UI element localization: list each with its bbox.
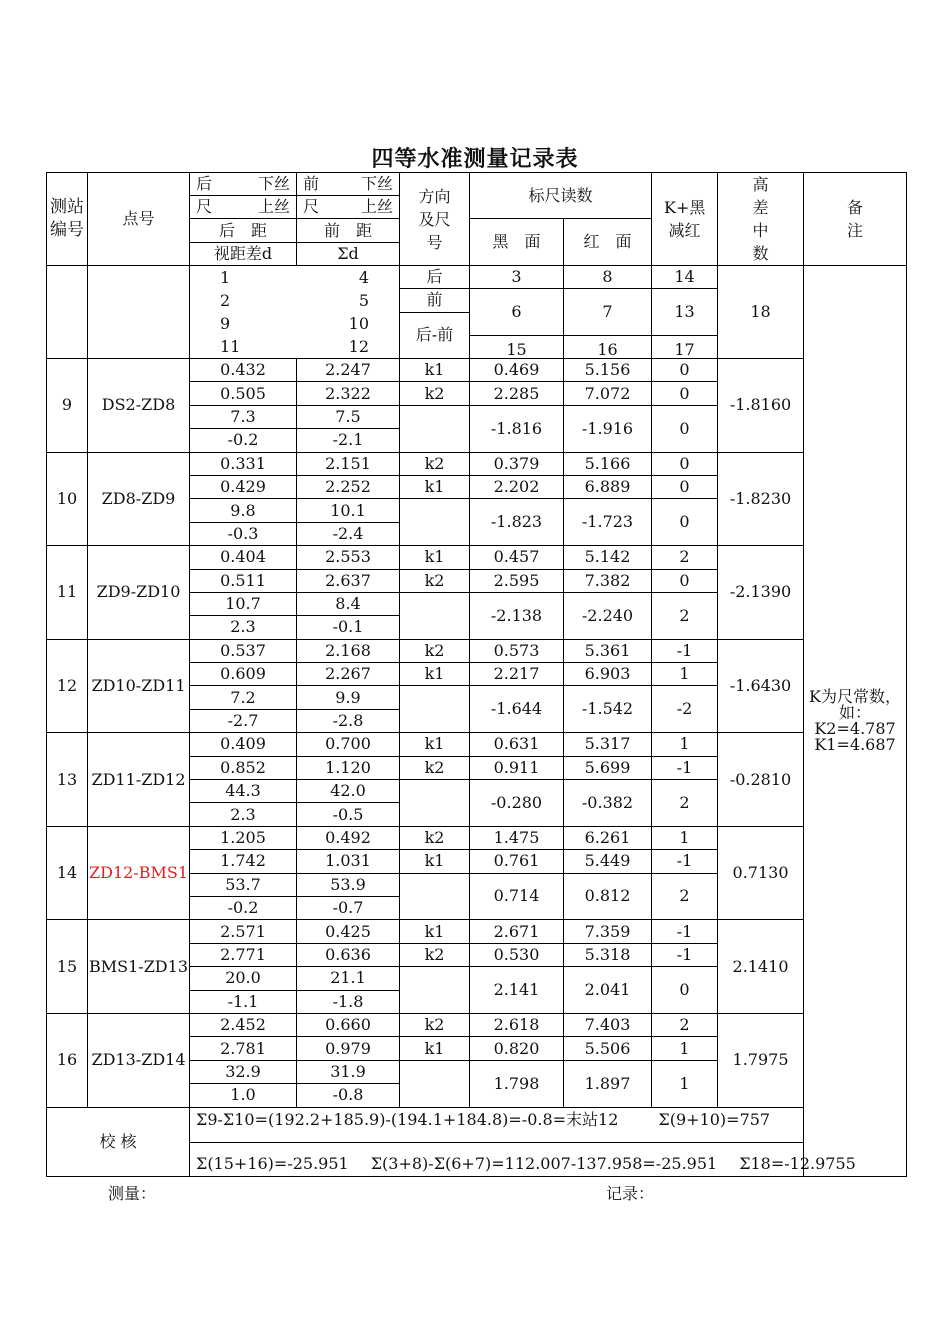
footer-record: 记录：: [606, 1184, 655, 1203]
height-diff-mean: 2.1410: [718, 920, 804, 1014]
legend-4: 4: [358, 268, 369, 287]
k-diff-check: 0: [652, 499, 718, 546]
legend-7: 7: [564, 289, 652, 336]
sum-sight-diff: -0.7: [297, 896, 400, 919]
point-name-highlighted: ZD12-BMS1: [88, 826, 190, 920]
direction-k: k2: [400, 569, 470, 592]
header-front-top: 上丝: [360, 197, 393, 216]
height-diff-mean: -2.1390: [718, 546, 804, 640]
k-diff-check: -2: [652, 686, 718, 733]
station-row: [47, 733, 907, 756]
direction-k: k1: [400, 546, 470, 569]
black-reading: 1.475: [470, 826, 564, 849]
front-distance: 10.1: [297, 499, 400, 522]
station-row: [47, 452, 907, 475]
back-distance: 10.7: [190, 592, 297, 615]
front-top-wire: 2.252: [297, 475, 400, 498]
direction-k: k1: [400, 850, 470, 873]
front-top-wire: 2.322: [297, 382, 400, 405]
back-distance: 53.7: [190, 873, 297, 896]
direction-k: k2: [400, 1013, 470, 1036]
header-height-diff: 高差中数: [718, 173, 804, 266]
sight-diff: 2.3: [190, 803, 297, 826]
red-height-diff: 1.897: [564, 1060, 652, 1107]
header-front-qian: 前: [303, 174, 320, 193]
k-check: 0: [652, 359, 718, 382]
red-reading: 6.889: [564, 475, 652, 498]
direction-empty: [400, 967, 470, 1014]
black-reading: 0.761: [470, 850, 564, 873]
header-sight-diff: 视距差d: [190, 243, 297, 266]
k-diff-check: 0: [652, 405, 718, 452]
station-no: 9: [47, 359, 88, 453]
header-direction: 方向及尺号: [400, 173, 470, 266]
direction-empty: [400, 499, 470, 546]
direction-k: k2: [400, 639, 470, 662]
k-check: 0: [652, 569, 718, 592]
black-reading: 0.530: [470, 943, 564, 966]
leveling-record-table: [46, 172, 907, 1177]
red-reading: 7.072: [564, 382, 652, 405]
legend-13: 13: [652, 289, 718, 336]
remarks-note: K为尺常数，如：K2=4.787 K1=4.687: [804, 266, 907, 1177]
point-name: ZD8-ZD9: [88, 452, 190, 546]
station-no: 15: [47, 920, 88, 1014]
k-check: 0: [652, 452, 718, 475]
black-reading: 0.469: [470, 359, 564, 382]
legend-17: 17: [652, 336, 718, 359]
front-distance: 9.9: [297, 686, 400, 709]
back-bottom-wire: 0.409: [190, 733, 297, 756]
black-reading: 0.820: [470, 1037, 564, 1060]
front-top-wire: 0.979: [297, 1037, 400, 1060]
direction-k: k1: [400, 920, 470, 943]
sum-sight-diff: -2.8: [297, 709, 400, 732]
front-bottom-wire: 2.553: [297, 546, 400, 569]
back-top-wire: 0.505: [190, 382, 297, 405]
legend-18: 18: [718, 266, 804, 359]
check-line1-b: Σ(9+10)=757: [658, 1109, 771, 1129]
back-bottom-wire: 0.404: [190, 546, 297, 569]
header-black: 黑 面: [470, 219, 564, 266]
direction-empty: [400, 1060, 470, 1107]
legend-5: 5: [358, 291, 369, 310]
black-reading: 2.202: [470, 475, 564, 498]
red-height-diff: 0.812: [564, 873, 652, 920]
k-check: 2: [652, 546, 718, 569]
footer-measure: 测量：: [108, 1184, 157, 1203]
front-bottom-wire: 2.168: [297, 639, 400, 662]
legend-2: 2: [220, 291, 231, 310]
direction-k: k1: [400, 475, 470, 498]
header-sum-d: Σd: [297, 243, 400, 266]
front-bottom-wire: 2.247: [297, 359, 400, 382]
header-front-chi: 尺: [303, 197, 320, 216]
legend-9: 9: [220, 314, 231, 333]
black-height-diff: 1.798: [470, 1060, 564, 1107]
sight-diff: -1.1: [190, 990, 297, 1013]
red-reading: 5.166: [564, 452, 652, 475]
front-bottom-wire: 0.492: [297, 826, 400, 849]
point-name: DS2-ZD8: [88, 359, 190, 453]
back-bottom-wire: 2.571: [190, 920, 297, 943]
black-reading: 0.573: [470, 639, 564, 662]
direction-k: k2: [400, 756, 470, 779]
legend-1: 1: [220, 268, 231, 287]
direction-k: k1: [400, 359, 470, 382]
direction-empty: [400, 405, 470, 452]
sum-sight-diff: -2.4: [297, 522, 400, 545]
height-diff-mean: -1.8230: [718, 452, 804, 546]
back-top-wire: 1.742: [190, 850, 297, 873]
direction-empty: [400, 686, 470, 733]
back-bottom-wire: 2.452: [190, 1013, 297, 1036]
red-height-diff: -1.723: [564, 499, 652, 546]
k-check: 0: [652, 475, 718, 498]
station-no: 16: [47, 1013, 88, 1107]
header-back-dist: 后 距: [190, 219, 297, 243]
check-line1-a: Σ9-Σ10=(192.2+185.9)-(194.1+184.8)=-0.8=末站12: [196, 1109, 619, 1129]
back-top-wire: 0.429: [190, 475, 297, 498]
station-row: [47, 826, 907, 849]
check-label: 校 核: [47, 1107, 190, 1176]
back-top-wire: 2.771: [190, 943, 297, 966]
black-reading: 0.911: [470, 756, 564, 779]
header-front-dist: 前 距: [297, 219, 400, 243]
direction-k: k2: [400, 826, 470, 849]
legend-6: 6: [470, 289, 564, 336]
red-reading: 5.317: [564, 733, 652, 756]
black-height-diff: 2.141: [470, 967, 564, 1014]
back-bottom-wire: 1.205: [190, 826, 297, 849]
point-name: BMS1-ZD13: [88, 920, 190, 1014]
legend-dir-diff: 后-前: [400, 312, 470, 359]
k-check: 1: [652, 826, 718, 849]
sum-sight-diff: -0.8: [297, 1084, 400, 1107]
front-top-wire: 1.120: [297, 756, 400, 779]
back-top-wire: 2.781: [190, 1037, 297, 1060]
k-check: -1: [652, 850, 718, 873]
header-point-no: 点号: [88, 173, 190, 266]
back-top-wire: 0.852: [190, 756, 297, 779]
station-row: [47, 920, 907, 943]
front-bottom-wire: 0.700: [297, 733, 400, 756]
back-bottom-wire: 0.331: [190, 452, 297, 475]
red-reading: 6.261: [564, 826, 652, 849]
red-reading: 5.449: [564, 850, 652, 873]
legend-8: 8: [564, 266, 652, 289]
front-distance: 53.9: [297, 873, 400, 896]
point-name: ZD9-ZD10: [88, 546, 190, 640]
red-reading: 5.142: [564, 546, 652, 569]
back-distance: 32.9: [190, 1060, 297, 1083]
sum-sight-diff: -0.1: [297, 616, 400, 639]
sum-sight-diff: -2.1: [297, 429, 400, 452]
sum-sight-diff: -1.8: [297, 990, 400, 1013]
front-top-wire: 2.637: [297, 569, 400, 592]
back-top-wire: 0.511: [190, 569, 297, 592]
back-distance: 20.0: [190, 967, 297, 990]
back-top-wire: 0.609: [190, 663, 297, 686]
k-check: -1: [652, 756, 718, 779]
height-diff-mean: -1.8160: [718, 359, 804, 453]
k-check: 2: [652, 1013, 718, 1036]
k-check: 0: [652, 382, 718, 405]
header-back-hou: 后: [196, 174, 213, 193]
header-station-no: 测站编号: [47, 173, 88, 266]
k-check: -1: [652, 943, 718, 966]
k-check: 1: [652, 663, 718, 686]
legend-11: 11: [220, 337, 241, 356]
red-reading: 5.699: [564, 756, 652, 779]
red-height-diff: -1.542: [564, 686, 652, 733]
front-distance: 42.0: [297, 780, 400, 803]
sight-diff: 1.0: [190, 1084, 297, 1107]
legend-15: 15: [470, 336, 564, 359]
black-height-diff: -1.644: [470, 686, 564, 733]
red-reading: 7.403: [564, 1013, 652, 1036]
station-row: [47, 639, 907, 662]
red-reading: 7.359: [564, 920, 652, 943]
red-reading: 5.318: [564, 943, 652, 966]
k-diff-check: 2: [652, 592, 718, 639]
black-height-diff: -1.823: [470, 499, 564, 546]
red-reading: 5.506: [564, 1037, 652, 1060]
header-front-bottom: 下丝: [360, 174, 393, 193]
front-top-wire: 1.031: [297, 850, 400, 873]
sight-diff: 2.3: [190, 616, 297, 639]
red-height-diff: -0.382: [564, 780, 652, 827]
station-no: 13: [47, 733, 88, 827]
back-distance: 9.8: [190, 499, 297, 522]
front-distance: 7.5: [297, 405, 400, 428]
station-row: [47, 359, 907, 382]
height-diff-mean: -1.6430: [718, 639, 804, 733]
back-bottom-wire: 0.432: [190, 359, 297, 382]
black-reading: 2.671: [470, 920, 564, 943]
header-remarks: 备注: [804, 173, 907, 266]
direction-k: k1: [400, 733, 470, 756]
k-diff-check: 2: [652, 780, 718, 827]
header-back-top: 上丝: [257, 197, 290, 216]
black-reading: 2.618: [470, 1013, 564, 1036]
black-reading: 2.285: [470, 382, 564, 405]
station-no: 12: [47, 639, 88, 733]
point-name: ZD13-ZD14: [88, 1013, 190, 1107]
sight-diff: -2.7: [190, 709, 297, 732]
sum-sight-diff: -0.5: [297, 803, 400, 826]
front-top-wire: 2.267: [297, 663, 400, 686]
direction-empty: [400, 780, 470, 827]
k-check: 1: [652, 733, 718, 756]
black-reading: 0.631: [470, 733, 564, 756]
legend-14: 14: [652, 266, 718, 289]
red-height-diff: -2.240: [564, 592, 652, 639]
station-no: 11: [47, 546, 88, 640]
front-distance: 21.1: [297, 967, 400, 990]
header-back-bottom: 下丝: [257, 174, 290, 193]
header-reading: 标尺读数: [470, 173, 652, 219]
direction-k: k1: [400, 663, 470, 686]
sight-diff: -0.3: [190, 522, 297, 545]
back-distance: 7.2: [190, 686, 297, 709]
red-height-diff: -1.916: [564, 405, 652, 452]
legend-10: 10: [348, 314, 369, 333]
back-distance: 44.3: [190, 780, 297, 803]
direction-empty: [400, 873, 470, 920]
direction-k: k2: [400, 382, 470, 405]
k-check: 1: [652, 1037, 718, 1060]
legend-dir-front: 前: [400, 289, 470, 313]
station-no: 14: [47, 826, 88, 920]
black-reading: 2.217: [470, 663, 564, 686]
header-k-black-red: K+黑减红: [652, 173, 718, 266]
front-bottom-wire: 2.151: [297, 452, 400, 475]
check-line2-c: Σ18=-12.9755: [739, 1153, 856, 1173]
height-diff-mean: 0.7130: [718, 826, 804, 920]
red-height-diff: 2.041: [564, 967, 652, 1014]
header-red: 红 面: [564, 219, 652, 266]
sight-diff: -0.2: [190, 429, 297, 452]
station-row: [47, 546, 907, 569]
page-title: 四等水准测量记录表: [371, 146, 579, 172]
height-diff-mean: 1.7975: [718, 1013, 804, 1107]
direction-k: k1: [400, 1037, 470, 1060]
front-bottom-wire: 0.660: [297, 1013, 400, 1036]
k-diff-check: 0: [652, 967, 718, 1014]
k-diff-check: 2: [652, 873, 718, 920]
header-back-chi: 尺: [196, 197, 213, 216]
black-height-diff: 0.714: [470, 873, 564, 920]
back-distance: 7.3: [190, 405, 297, 428]
check-line2-b: Σ(3+8)-Σ(6+7)=112.007-137.958=-25.951: [370, 1153, 718, 1173]
direction-k: k2: [400, 943, 470, 966]
black-height-diff: -1.816: [470, 405, 564, 452]
black-height-diff: -0.280: [470, 780, 564, 827]
direction-k: k2: [400, 452, 470, 475]
back-bottom-wire: 0.537: [190, 639, 297, 662]
black-reading: 0.379: [470, 452, 564, 475]
station-no: 10: [47, 452, 88, 546]
k-check: -1: [652, 920, 718, 943]
black-reading: 0.457: [470, 546, 564, 569]
black-height-diff: -2.138: [470, 592, 564, 639]
legend-dir-back: 后: [400, 266, 470, 289]
front-bottom-wire: 0.425: [297, 920, 400, 943]
red-reading: 5.361: [564, 639, 652, 662]
direction-empty: [400, 592, 470, 639]
black-reading: 2.595: [470, 569, 564, 592]
front-distance: 8.4: [297, 592, 400, 615]
legend-3: 3: [470, 266, 564, 289]
legend-16: 16: [564, 336, 652, 359]
k-diff-check: 1: [652, 1060, 718, 1107]
point-name: ZD11-ZD12: [88, 733, 190, 827]
check-line2-a: Σ(15+16)=-25.951: [196, 1153, 349, 1173]
k-check: -1: [652, 639, 718, 662]
station-row: [47, 1013, 907, 1036]
point-name: ZD10-ZD11: [88, 639, 190, 733]
height-diff-mean: -0.2810: [718, 733, 804, 827]
red-reading: 6.903: [564, 663, 652, 686]
legend-12: 12: [348, 337, 369, 356]
sight-diff: -0.2: [190, 896, 297, 919]
red-reading: 7.382: [564, 569, 652, 592]
front-distance: 31.9: [297, 1060, 400, 1083]
red-reading: 5.156: [564, 359, 652, 382]
front-top-wire: 0.636: [297, 943, 400, 966]
